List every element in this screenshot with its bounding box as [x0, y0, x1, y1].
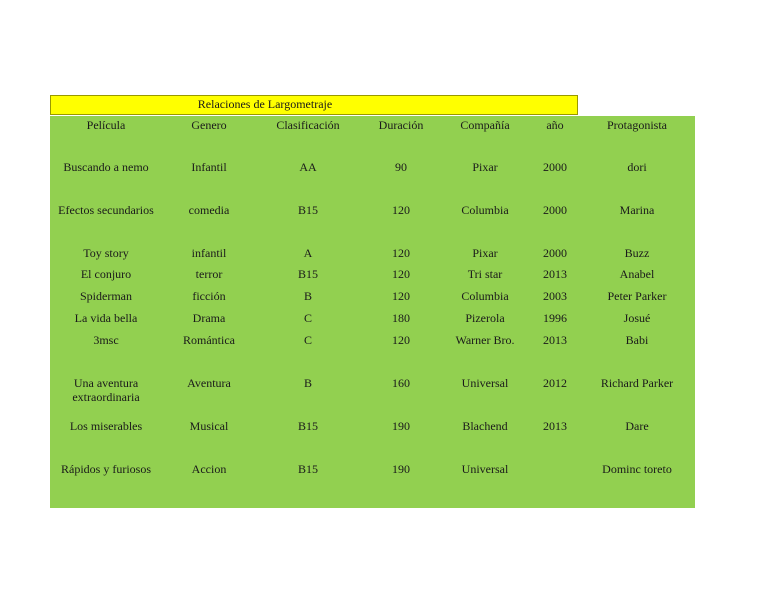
table-cell: Efectos secundarios: [58, 203, 154, 217]
table-cell: A: [303, 246, 313, 260]
table-cell: Columbia: [461, 203, 509, 217]
table-cell: Universal: [461, 376, 509, 390]
table-cell: 2013: [543, 333, 567, 347]
table-cell: comedia: [188, 203, 230, 217]
title-bar: [50, 95, 578, 115]
table-cell: 2013: [543, 267, 567, 281]
table-cell: B15: [297, 462, 318, 476]
table-cell: 2000: [543, 160, 567, 174]
table-cell: Peter Parker: [607, 289, 667, 303]
table-cell: Columbia: [461, 289, 509, 303]
table-cell: B: [303, 289, 312, 303]
table-cell: C: [303, 311, 312, 325]
table-cell: Infantil: [191, 160, 227, 174]
table-cell: Tri star: [467, 267, 503, 281]
table-cell: Josué: [623, 311, 651, 325]
table-cell: Aventura: [187, 376, 231, 390]
table-cell: dori: [627, 160, 647, 174]
table-cell: terror: [195, 267, 223, 281]
table-cell: Toy story: [83, 246, 129, 260]
table-cell: 1996: [543, 311, 567, 325]
table-cell: Los miserables: [69, 419, 143, 433]
table-cell: Anabel: [619, 267, 655, 281]
table-cell: Universal: [461, 462, 509, 476]
table-cell: 190: [392, 419, 410, 433]
column-header: Clasificación: [276, 118, 340, 132]
table-cell: 120: [392, 267, 410, 281]
table-cell: 120: [392, 333, 410, 347]
table-cell: Accion: [191, 462, 227, 476]
table-cell: Warner Bro.: [455, 333, 515, 347]
table-cell: El conjuro: [80, 267, 132, 281]
table-cell: Blachend: [462, 419, 508, 433]
table-cell: Richard Parker: [600, 376, 674, 390]
table-cell: infantil: [191, 246, 227, 260]
table-cell: 190: [392, 462, 410, 476]
table-cell: ficción: [192, 289, 226, 303]
table-cell: Rápidos y furiosos: [61, 462, 151, 476]
column-header: año: [546, 118, 564, 132]
table-cell: 3msc: [93, 333, 119, 347]
table-cell: 180: [392, 311, 410, 325]
table-cell: Marina: [619, 203, 655, 217]
table-cell: B15: [297, 203, 318, 217]
table-cell: 2012: [543, 376, 567, 390]
column-header: Genero: [191, 118, 227, 132]
table-cell: Musical: [189, 419, 229, 433]
column-header: Película: [86, 118, 126, 132]
table-cell: B: [303, 376, 312, 390]
column-header: Duración: [378, 118, 424, 132]
table-cell: Dare: [625, 419, 649, 433]
table-cell: 2000: [543, 203, 567, 217]
table-cell: Spiderman: [80, 289, 132, 303]
table-cell: Buscando a nemo: [63, 160, 149, 174]
table-cell: Pixar: [472, 246, 498, 260]
table-cell: 160: [392, 376, 410, 390]
table-cell: Una aventura extraordinaria: [72, 376, 140, 404]
table-cell: Buzz: [624, 246, 650, 260]
table-cell: AA: [299, 160, 317, 174]
table-cell: Drama: [192, 311, 226, 325]
table-cell: B15: [297, 419, 318, 433]
table-cell: 120: [392, 246, 410, 260]
table-cell: B15: [297, 267, 318, 281]
table-cell: 120: [392, 203, 410, 217]
table-cell: 2003: [543, 289, 567, 303]
table-cell: Dominc toreto: [602, 462, 672, 476]
table-cell: Romántica: [183, 333, 235, 347]
table-cell: Babi: [625, 333, 649, 347]
table-cell: 2000: [543, 246, 567, 260]
table-cell: La vida bella: [74, 311, 138, 325]
table-cell: 90: [395, 160, 407, 174]
data-table: [50, 116, 695, 508]
table-cell: Pizerola: [465, 311, 505, 325]
table-cell: 2013: [543, 419, 567, 433]
table-cell: C: [303, 333, 312, 347]
table-title: Relaciones de Largometraje: [197, 97, 333, 111]
table-cell: Pixar: [472, 160, 498, 174]
column-header: Compañía: [460, 118, 510, 132]
table-cell: 120: [392, 289, 410, 303]
column-header: Protagonista: [607, 118, 667, 132]
